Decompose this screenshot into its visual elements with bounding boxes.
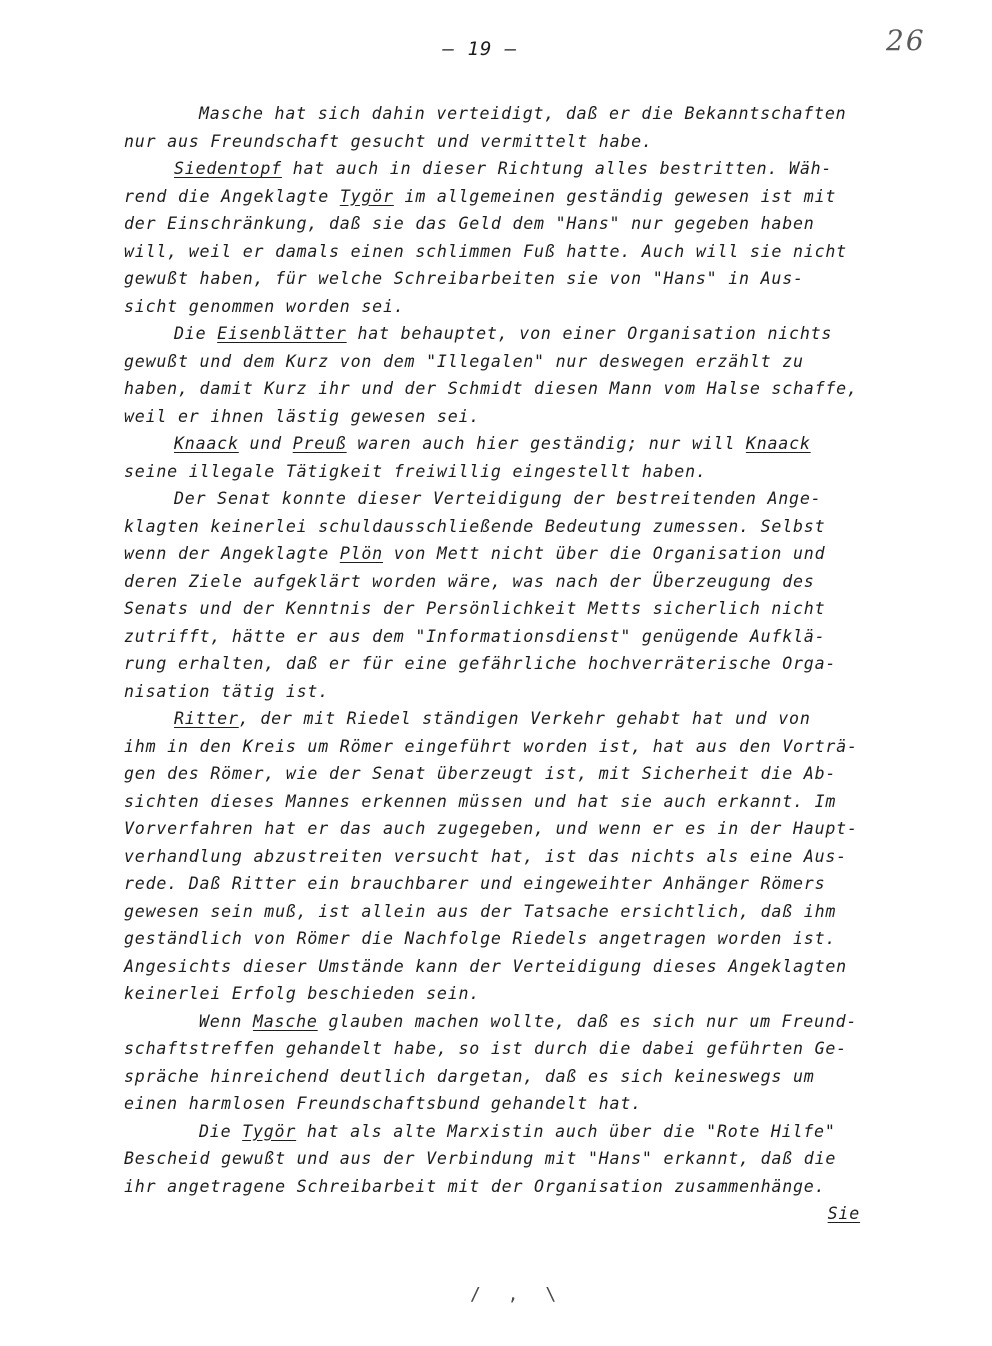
- text-line: will, weil er damals einen schlimmen Fuß hatte. Auch will sie nicht: [124, 241, 847, 261]
- defendant-name: Tygör: [339, 186, 394, 206]
- defendant-name: Masche: [252, 1011, 318, 1031]
- text-line: Masche hat sich dahin verteidigt, daß er die Bekanntschaften: [199, 104, 847, 123]
- text-line: ihr angetragene Schreibarbeit mit der Organisation zusammenhänge.: [124, 1176, 826, 1196]
- text-line: rede. Daß Ritter ein brauchbarer und eingeweihter Anhänger Römers: [124, 874, 826, 893]
- text-line: verhandlung abzustreiten versucht hat, ist das nichts als eine Aus-: [124, 846, 847, 866]
- text-line: Vorverfahren hat er das auch zugegeben, und wenn er es in der Haupt-: [124, 819, 858, 838]
- text-line: Wenn Masche glauben machen wollte, daß es sich nur um Freund-: [199, 1011, 858, 1031]
- text-line: weil er ihnen lästig gewesen sei.: [124, 406, 481, 426]
- text-line: klagten keinerlei schuldausschließende Bedeutung zumessen. Selbst: [124, 516, 826, 536]
- text-line: Ritter, der mit Riedel ständigen Verkehr gehabt hat und von: [174, 709, 811, 728]
- text-line: gen des Römer, wie der Senat überzeugt ist, mit Sicherheit die Ab-: [124, 764, 837, 783]
- defendant-name: Knaack: [174, 434, 239, 453]
- text-line: deren Ziele aufgeklärt worden wäre, was nach der Überzeugung des: [124, 571, 815, 591]
- footer-mark: / , \: [470, 1284, 565, 1305]
- text-line: keinerlei Erfolg beschieden sein.: [124, 984, 481, 1003]
- text-line: Siedentopf hat auch in dieser Richtung alles bestritten. Wäh-: [174, 159, 833, 178]
- text-line: sichten dieses Mannes erkennen müssen und hat sie auch erkannt. Im: [124, 791, 837, 811]
- text-line: Der Senat konnte dieser Verteidigung der bestreitenden Ange-: [174, 489, 822, 508]
- text-line: Bescheid gewußt und aus der Verbindung mit "Hans" erkannt, daß die: [124, 1149, 837, 1168]
- document-body: [124, 100, 924, 1228]
- text-line: Knaack und Preuß waren auch hier geständig; nur will Knaack: [174, 434, 811, 453]
- text-line: wenn der Angeklagte Plön von Mett nicht über die Organisation und: [124, 544, 826, 563]
- defendant-name: Ritter: [174, 709, 239, 728]
- text-line: der Einschränkung, daß sie das Geld dem "Hans" nur gegeben haben: [124, 214, 815, 233]
- page-number: – 19 –: [442, 38, 518, 60]
- text-line: rend die Angeklagte Tygör im allgemeinen geständig gewesen ist mit: [124, 186, 837, 206]
- defendant-name: Tygör: [242, 1121, 297, 1141]
- text-line: haben, damit Kurz ihr und der Schmidt diesen Mann vom Halse schaffe,: [124, 379, 858, 398]
- defendant-name: Knaack: [745, 434, 811, 453]
- text-line: Die Tygör hat als alte Marxistin auch über die "Rote Hilfe": [199, 1121, 836, 1141]
- text-line: geständlich von Römer die Nachfolge Riedels angetragen worden ist.: [124, 929, 837, 948]
- text-line: seine illegale Tätigkeit freiwillig eingestellt haben.: [124, 461, 707, 481]
- text-line: gewußt haben, für welche Schreibarbeiten sie von "Hans" in Aus-: [124, 269, 804, 288]
- text-line: spräche hinreichend deutlich dargetan, daß es sich keineswegs um: [124, 1066, 815, 1086]
- text-line: gewußt und dem Kurz von dem "Illegalen" nur deswegen erzählt zu: [124, 351, 804, 371]
- defendant-name: Eisenblätter: [217, 324, 347, 343]
- defendant-name: Plön: [339, 544, 383, 563]
- text-line: nur aus Freundschaft gesucht und vermittelt habe.: [124, 131, 653, 151]
- defendant-name: Preuß: [292, 434, 347, 453]
- text-line: einen harmlosen Freundschaftsbund gehandelt hat.: [124, 1094, 642, 1113]
- text-line: [124, 1200, 924, 1228]
- text-line: Angesichts dieser Umstände kann der Verteidigung dieses Angeklagten: [124, 956, 847, 976]
- catchword: Sie: [827, 1204, 860, 1223]
- text-line: schaftstreffen gehandelt habe, so ist durch die dabei geführten Ge-: [124, 1039, 847, 1058]
- text-line: nisation tätig ist.: [124, 681, 330, 701]
- text-line: zutrifft, hätte er aus dem "Informationsdienst" genügende Aufklä-: [124, 626, 826, 646]
- text-line: sicht genommen worden sei.: [124, 296, 405, 316]
- text-line: Die Eisenblätter hat behauptet, von einer Organisation nichts: [174, 324, 833, 343]
- text-line: gewesen sein muß, ist allein aus der Tatsache ersichtlich, daß ihm: [124, 901, 837, 921]
- text-line: ihm in den Kreis um Römer eingeführt worden ist, hat aus den Vorträ-: [124, 736, 858, 756]
- text-line: Senats und der Kenntnis der Persönlichkeit Metts sicherlich nicht: [124, 599, 826, 618]
- handwritten-page-mark: 26: [886, 24, 926, 57]
- text-line: rung erhalten, daß er für eine gefährliche hochverräterische Orga-: [124, 654, 837, 673]
- defendant-name: Siedentopf: [174, 159, 282, 178]
